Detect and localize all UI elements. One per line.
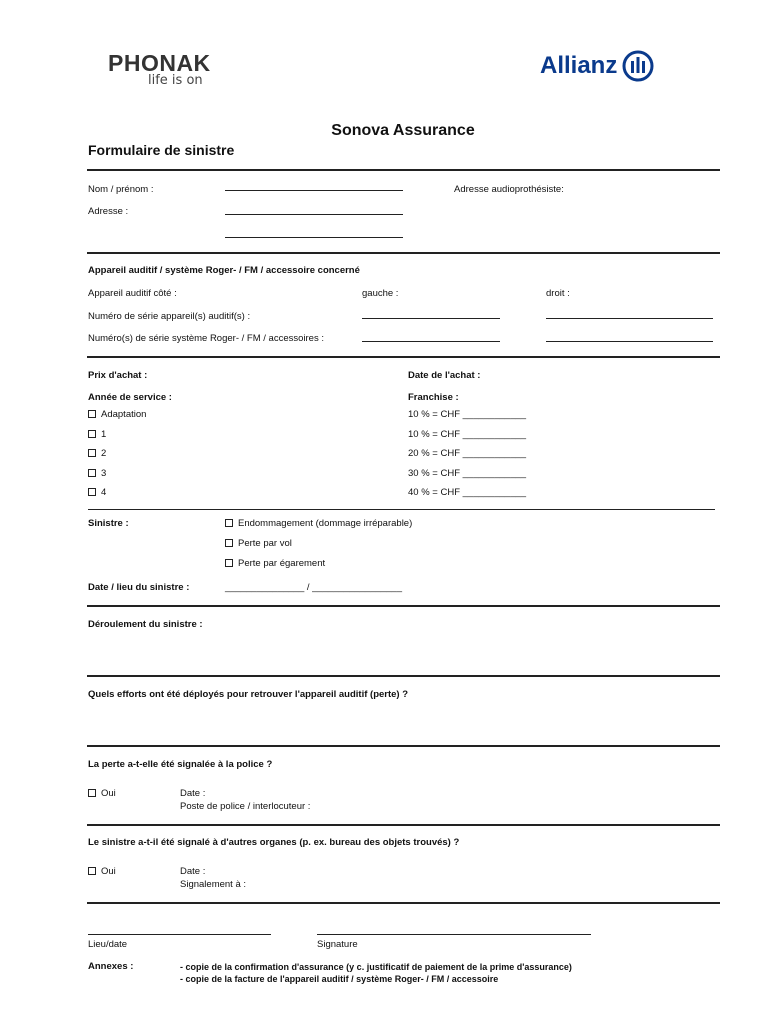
franchise-label: Franchise :	[408, 392, 459, 403]
divider	[87, 824, 720, 826]
checkbox[interactable]	[88, 469, 96, 477]
phonak-logo	[108, 50, 211, 88]
sinistre-option[interactable]: Perte par vol	[225, 538, 292, 550]
checkbox[interactable]	[88, 789, 96, 797]
annexe-item: - copie de la confirmation d'assurance (y c. justificatif de paiement de la prime d'assurance)	[180, 962, 572, 972]
franchise-row: 10 % = CHF ____________	[408, 409, 527, 420]
date-lieu-field[interactable]: _______________ / _________________	[225, 582, 402, 593]
signature-label: Signature	[317, 939, 358, 950]
franchise-row: 20 % = CHF ____________	[408, 448, 527, 459]
divider	[87, 675, 720, 677]
page-title: Sonova Assurance	[331, 122, 475, 139]
franchise-row: 40 % = CHF ____________	[408, 487, 527, 498]
serie-roger-droit-field[interactable]	[546, 341, 713, 342]
police-question: La perte a-t-elle été signalée à la police ?	[88, 759, 273, 770]
adresse-field-2[interactable]	[225, 237, 403, 238]
lieu-date-label: Lieu/date	[88, 939, 128, 950]
lieu-date-field[interactable]	[88, 934, 271, 935]
divider	[87, 745, 720, 747]
autres-date-label: Date :	[180, 866, 206, 877]
autres-signalement-label: Signalement à :	[180, 879, 247, 890]
cote-label: Appareil auditif côté :	[88, 288, 177, 299]
phonak-tagline: life is on	[148, 73, 203, 88]
form-subtitle: Formulaire de sinistre	[88, 142, 235, 158]
allianz-brand: Allianz	[540, 52, 618, 79]
franchise-row: 30 % = CHF ____________	[408, 468, 527, 479]
allianz-logo	[540, 50, 654, 82]
serie-label: Numéro de série appareil(s) auditif(s) :	[88, 311, 251, 322]
serie-roger-gauche-field[interactable]	[362, 341, 500, 342]
phonak-brand: PHONAK	[108, 50, 211, 76]
checkbox[interactable]	[88, 430, 96, 438]
serie-roger-label: Numéro(s) de série système Roger- / FM / accessoires :	[88, 333, 324, 344]
divider	[87, 902, 720, 904]
checkbox[interactable]	[225, 519, 233, 527]
police-poste-label: Poste de police / interlocuteur :	[180, 801, 311, 812]
serie-gauche-field[interactable]	[362, 318, 500, 319]
nom-field[interactable]	[225, 190, 403, 191]
adresse-field[interactable]	[225, 214, 403, 215]
checkbox[interactable]	[88, 867, 96, 875]
divider	[87, 605, 720, 607]
police-oui-option[interactable]: Oui	[88, 788, 116, 800]
police-date-label: Date :	[180, 788, 206, 799]
annexe-item: - copie de la facture de l'appareil auditif / système Roger- / FM / accessoire	[180, 974, 499, 984]
audio-label: Adresse audioprothésiste:	[454, 184, 564, 195]
signature-field[interactable]	[317, 934, 591, 935]
checkbox[interactable]	[88, 410, 96, 418]
efforts-question: Quels efforts ont été déployés pour retrouver l'appareil auditif (perte) ?	[88, 689, 409, 700]
allianz-eagle-icon	[622, 50, 654, 82]
sinistre-label: Sinistre :	[88, 518, 129, 529]
deroulement-label: Déroulement du sinistre :	[88, 619, 203, 630]
checkbox[interactable]	[225, 559, 233, 567]
year-option[interactable]: Adaptation	[88, 409, 146, 421]
year-option[interactable]: 2	[88, 448, 106, 460]
date-achat-label: Date de l'achat :	[408, 370, 481, 381]
dashed-divider	[88, 509, 715, 510]
divider	[87, 169, 720, 171]
device-heading: Appareil auditif / système Roger- / FM / accessoire concerné	[88, 265, 360, 276]
annee-label: Année de service :	[88, 392, 172, 403]
checkbox[interactable]	[225, 539, 233, 547]
sinistre-option[interactable]: Endommagement (dommage irréparable)	[225, 518, 412, 530]
nom-label: Nom / prénom :	[88, 184, 154, 195]
autres-question: Le sinistre a-t-il été signalé à d'autres organes (p. ex. bureau des objets trouvés) ?	[88, 837, 460, 848]
divider	[87, 252, 720, 254]
prix-label: Prix d'achat :	[88, 370, 148, 381]
annexes-label: Annexes :	[88, 961, 134, 972]
checkbox[interactable]	[88, 449, 96, 457]
date-lieu-label: Date / lieu du sinistre :	[88, 582, 190, 593]
sinistre-option[interactable]: Perte par égarement	[225, 558, 325, 570]
serie-droit-field[interactable]	[546, 318, 713, 319]
year-option[interactable]: 3	[88, 468, 106, 480]
gauche-label: gauche :	[362, 288, 399, 299]
franchise-row: 10 % = CHF ____________	[408, 429, 527, 440]
droit-label: droit :	[546, 288, 570, 299]
adresse-label: Adresse :	[88, 206, 129, 217]
year-option[interactable]: 4	[88, 487, 106, 499]
autres-oui-option[interactable]: Oui	[88, 866, 116, 878]
checkbox[interactable]	[88, 488, 96, 496]
divider	[87, 356, 720, 358]
year-option[interactable]: 1	[88, 429, 106, 441]
